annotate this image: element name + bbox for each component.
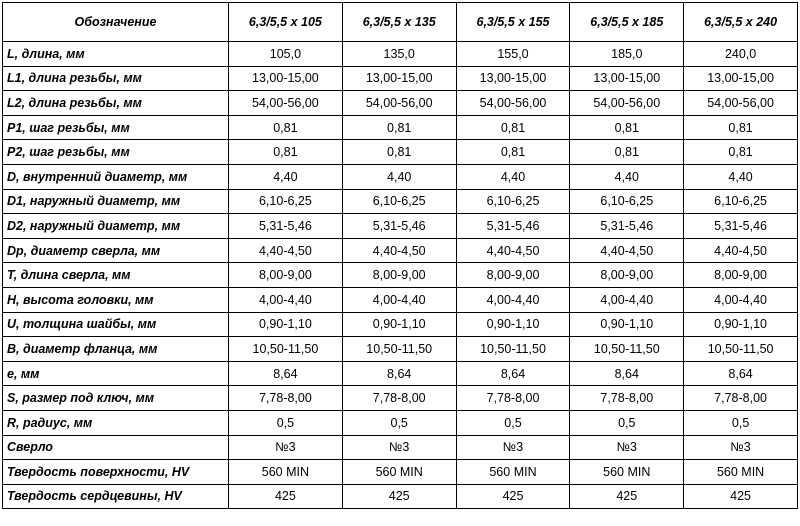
row-value: 5,31-5,46 (229, 214, 343, 239)
table-row (3, 435, 798, 460)
row-label: L, длина, мм (3, 42, 229, 67)
row-value: 8,64 (342, 361, 456, 386)
row-value: 54,00-56,00 (342, 91, 456, 116)
row-value: 4,40-4,50 (229, 238, 343, 263)
row-value: 5,31-5,46 (570, 214, 684, 239)
row-value: 10,50-11,50 (229, 337, 343, 362)
header-size: 6,3/5,5 х 105 (229, 3, 343, 42)
row-value: 13,00-15,00 (456, 66, 570, 91)
row-value: 8,64 (570, 361, 684, 386)
row-value: 560 MIN (456, 460, 570, 485)
row-value: 4,40 (456, 164, 570, 189)
row-value: 560 MIN (570, 460, 684, 485)
row-value: 185,0 (570, 42, 684, 67)
row-value: 0,90-1,10 (570, 312, 684, 337)
row-label: L1, длина резьбы, мм (3, 66, 229, 91)
row-value: 8,00-9,00 (456, 263, 570, 288)
row-value: 560 MIN (684, 460, 798, 485)
row-value: 155,0 (456, 42, 570, 67)
row-value: 8,00-9,00 (229, 263, 343, 288)
row-value: №3 (570, 435, 684, 460)
row-label: D2, наружный диаметр, мм (3, 214, 229, 239)
row-value: 240,0 (684, 42, 798, 67)
row-value: 10,50-11,50 (456, 337, 570, 362)
row-value: 13,00-15,00 (684, 66, 798, 91)
table-row (3, 312, 798, 337)
row-value: 425 (229, 484, 343, 509)
row-value: 4,00-4,40 (684, 287, 798, 312)
row-value: 0,90-1,10 (342, 312, 456, 337)
row-value: 0,90-1,10 (684, 312, 798, 337)
row-value: 4,40-4,50 (570, 238, 684, 263)
row-label: D1, наружный диаметр, мм (3, 189, 229, 214)
table-row (3, 386, 798, 411)
row-label: P1, шаг резьбы, мм (3, 115, 229, 140)
row-value: 6,10-6,25 (570, 189, 684, 214)
row-value: 0,81 (456, 115, 570, 140)
row-value: 8,64 (684, 361, 798, 386)
row-value: 4,40 (229, 164, 343, 189)
table-row (3, 164, 798, 189)
table-row (3, 189, 798, 214)
header-size: 6,3/5,5 х 185 (570, 3, 684, 42)
row-value: 4,40-4,50 (684, 238, 798, 263)
row-value: 0,81 (229, 140, 343, 165)
table-row (3, 460, 798, 485)
row-label: Твердость поверхности, HV (3, 460, 229, 485)
row-value: 0,81 (229, 115, 343, 140)
row-label: D, внутренний диаметр, мм (3, 164, 229, 189)
row-label: Сверло (3, 435, 229, 460)
row-value: 4,40-4,50 (456, 238, 570, 263)
row-value: 4,40 (684, 164, 798, 189)
table-row (3, 263, 798, 288)
table-body (3, 42, 798, 509)
row-value: 10,50-11,50 (684, 337, 798, 362)
row-value: 0,90-1,10 (456, 312, 570, 337)
row-value: 10,50-11,50 (342, 337, 456, 362)
table-row (3, 140, 798, 165)
header-size: 6,3/5,5 х 135 (342, 3, 456, 42)
row-value: 135,0 (342, 42, 456, 67)
header-designation: Обозначение (3, 3, 229, 42)
row-value: 425 (342, 484, 456, 509)
row-value: 8,00-9,00 (570, 263, 684, 288)
table-row (3, 42, 798, 67)
row-value: 7,78-8,00 (684, 386, 798, 411)
row-value: №3 (342, 435, 456, 460)
table-row (3, 91, 798, 116)
row-value: 7,78-8,00 (570, 386, 684, 411)
table-row (3, 484, 798, 509)
row-value: 7,78-8,00 (342, 386, 456, 411)
row-label: Dp, диаметр сверла, мм (3, 238, 229, 263)
table-row (3, 115, 798, 140)
row-value: 425 (570, 484, 684, 509)
row-value: 54,00-56,00 (570, 91, 684, 116)
header-size: 6,3/5,5 х 155 (456, 3, 570, 42)
row-value: 4,00-4,40 (229, 287, 343, 312)
row-value: 8,64 (456, 361, 570, 386)
row-value: 105,0 (229, 42, 343, 67)
row-value: №3 (229, 435, 343, 460)
row-value: 7,78-8,00 (229, 386, 343, 411)
row-value: 8,00-9,00 (684, 263, 798, 288)
row-label: Твердость сердцевины, HV (3, 484, 229, 509)
row-value: 560 MIN (229, 460, 343, 485)
row-value: 5,31-5,46 (456, 214, 570, 239)
row-label: H, высота головки, мм (3, 287, 229, 312)
row-value: №3 (684, 435, 798, 460)
row-value: 5,31-5,46 (684, 214, 798, 239)
spec-table (2, 2, 798, 509)
row-value: 425 (684, 484, 798, 509)
row-value: 54,00-56,00 (456, 91, 570, 116)
row-value: 6,10-6,25 (684, 189, 798, 214)
row-value: 0,81 (342, 140, 456, 165)
row-value: 0,81 (684, 140, 798, 165)
row-value: 6,10-6,25 (342, 189, 456, 214)
row-value: 0,81 (570, 140, 684, 165)
table-row (3, 214, 798, 239)
row-value: 6,10-6,25 (456, 189, 570, 214)
row-value: 560 MIN (342, 460, 456, 485)
row-label: P2, шаг резьбы, мм (3, 140, 229, 165)
row-value: 0,5 (456, 410, 570, 435)
header-row (3, 3, 798, 42)
row-label: S, размер под ключ, мм (3, 386, 229, 411)
row-value: 4,40 (570, 164, 684, 189)
row-value: 4,40 (342, 164, 456, 189)
row-value: 4,40-4,50 (342, 238, 456, 263)
row-value: 0,81 (342, 115, 456, 140)
row-value: 54,00-56,00 (684, 91, 798, 116)
row-value: №3 (456, 435, 570, 460)
row-value: 0,5 (570, 410, 684, 435)
row-value: 8,64 (229, 361, 343, 386)
table-row (3, 410, 798, 435)
row-value: 8,00-9,00 (342, 263, 456, 288)
row-label: R, радиус, мм (3, 410, 229, 435)
row-label: B, диаметр фланца, мм (3, 337, 229, 362)
row-value: 7,78-8,00 (456, 386, 570, 411)
row-value: 4,00-4,40 (456, 287, 570, 312)
table-row (3, 361, 798, 386)
row-value: 0,90-1,10 (229, 312, 343, 337)
table-row (3, 337, 798, 362)
row-value: 0,5 (229, 410, 343, 435)
row-label: e, мм (3, 361, 229, 386)
table-row (3, 287, 798, 312)
row-label: T, длина сверла, мм (3, 263, 229, 288)
row-value: 6,10-6,25 (229, 189, 343, 214)
row-value: 4,00-4,40 (342, 287, 456, 312)
row-value: 54,00-56,00 (229, 91, 343, 116)
row-label: U, толщина шайбы, мм (3, 312, 229, 337)
row-value: 13,00-15,00 (229, 66, 343, 91)
row-value: 10,50-11,50 (570, 337, 684, 362)
row-value: 0,5 (684, 410, 798, 435)
table-row (3, 238, 798, 263)
row-value: 4,00-4,40 (570, 287, 684, 312)
row-value: 0,5 (342, 410, 456, 435)
row-value: 425 (456, 484, 570, 509)
row-value: 0,81 (684, 115, 798, 140)
row-label: L2, длина резьбы, мм (3, 91, 229, 116)
row-value: 13,00-15,00 (342, 66, 456, 91)
row-value: 0,81 (456, 140, 570, 165)
table-row (3, 66, 798, 91)
row-value: 5,31-5,46 (342, 214, 456, 239)
row-value: 0,81 (570, 115, 684, 140)
row-value: 13,00-15,00 (570, 66, 684, 91)
header-size: 6,3/5,5 х 240 (684, 3, 798, 42)
